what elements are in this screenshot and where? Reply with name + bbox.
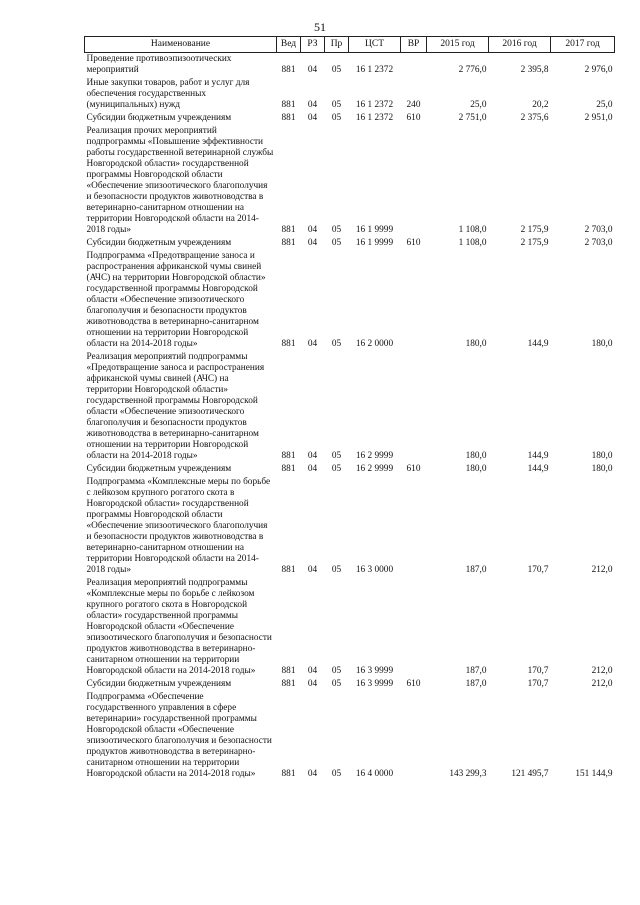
cell-y2015: 1 108,0 bbox=[458, 238, 487, 248]
cell-y2015: 1 108,0 bbox=[458, 225, 487, 235]
cell-y2015: 187,0 bbox=[465, 565, 487, 575]
cell-y2016: 144,9 bbox=[527, 451, 549, 461]
cell-vr: 610 bbox=[406, 679, 421, 689]
table-row bbox=[85, 77, 615, 112]
cell-y2016: 144,9 bbox=[527, 339, 549, 349]
cell-rz: 04 bbox=[307, 238, 318, 248]
cell-rz: 04 bbox=[307, 464, 318, 474]
cell-name: Подпрограмма «Предотвращение заноса и распространения африканской чумы свиней (АЧС) на территории Новгородской области» государственной программы Новгородской области «Обеспечение эпизоотического благополучия и безопасности продуктов животноводства в ветеринарно-санитарном отношении на территории Новгородской области на 2014-2018 годы» bbox=[86, 251, 266, 349]
cell-name: Субсидии бюджетным учреждениям bbox=[86, 238, 232, 248]
cell-pr: 05 bbox=[331, 679, 342, 689]
cell-y2017: 212,0 bbox=[591, 565, 613, 575]
cell-cst: 16 2 9999 bbox=[355, 451, 394, 461]
cell-name: Проведение противоэпизоотических мероприятий bbox=[86, 54, 232, 75]
cell-cst: 16 1 9999 bbox=[355, 225, 394, 235]
cell-ved: 881 bbox=[281, 464, 296, 474]
cell-name: Иные закупки товаров, работ и услуг для обеспечения государственных (муниципальных) нужд bbox=[86, 78, 250, 110]
column-header-rz: РЗ bbox=[301, 37, 325, 53]
cell-y2015: 180,0 bbox=[465, 339, 487, 349]
page-number: 51 bbox=[314, 20, 326, 34]
cell-pr: 05 bbox=[331, 565, 342, 575]
cell-y2017: 2 703,0 bbox=[584, 225, 613, 235]
cell-y2015: 2 776,0 bbox=[458, 65, 487, 75]
cell-rz: 04 bbox=[307, 565, 318, 575]
cell-cst: 16 4 0000 bbox=[355, 769, 394, 779]
cell-cst: 16 1 2372 bbox=[355, 113, 394, 123]
cell-ved: 881 bbox=[281, 565, 296, 575]
table-body bbox=[85, 53, 615, 782]
cell-pr: 05 bbox=[331, 65, 342, 75]
cell-vr: 610 bbox=[406, 238, 421, 248]
cell-y2017: 2 703,0 bbox=[584, 238, 613, 248]
cell-rz: 04 bbox=[307, 451, 318, 461]
cell-pr: 05 bbox=[331, 225, 342, 235]
cell-pr: 05 bbox=[331, 339, 342, 349]
cell-vr bbox=[401, 125, 427, 237]
cell-rz: 04 bbox=[307, 769, 318, 779]
cell-y2017: 212,0 bbox=[591, 679, 613, 689]
cell-rz: 04 bbox=[307, 100, 318, 110]
cell-pr: 05 bbox=[331, 666, 342, 676]
cell-y2017: 212,0 bbox=[591, 666, 613, 676]
cell-ved: 881 bbox=[281, 451, 296, 461]
cell-ved: 881 bbox=[281, 100, 296, 110]
cell-rz: 04 bbox=[307, 666, 318, 676]
cell-y2015: 187,0 bbox=[465, 666, 487, 676]
cell-y2015: 180,0 bbox=[465, 451, 487, 461]
cell-pr: 05 bbox=[331, 113, 342, 123]
column-header-vr: ВР bbox=[401, 37, 427, 53]
cell-name: Реализация мероприятий подпрограммы «Комплексные меры по борьбе с лейкозом крупного рогатого скота в Новгородской области» государственной программы Новгородской области «Обеспечение эпизоотического благополучия и безопасности продуктов животноводства в ветеринарно-санитарном отношении на территории Новгородской области на 2014-2018 годы» bbox=[86, 578, 272, 676]
table-header-row bbox=[85, 37, 615, 53]
cell-cst: 16 3 9999 bbox=[355, 666, 394, 676]
cell-y2016: 2 375,6 bbox=[520, 113, 549, 123]
cell-cst: 16 3 0000 bbox=[355, 565, 394, 575]
table-row bbox=[85, 250, 615, 351]
cell-vr: 610 bbox=[406, 113, 421, 123]
table-row bbox=[85, 53, 615, 78]
cell-y2017: 180,0 bbox=[591, 451, 613, 461]
cell-y2017: 180,0 bbox=[591, 339, 613, 349]
cell-rz: 04 bbox=[307, 339, 318, 349]
table-row bbox=[85, 125, 615, 237]
cell-pr: 05 bbox=[331, 238, 342, 248]
table-row bbox=[85, 577, 615, 678]
cell-y2017: 2 951,0 bbox=[584, 113, 613, 123]
cell-pr: 05 bbox=[331, 769, 342, 779]
cell-pr: 05 bbox=[331, 100, 342, 110]
cell-y2015: 25,0 bbox=[470, 100, 487, 110]
cell-vr: 240 bbox=[406, 100, 421, 110]
cell-ved: 881 bbox=[281, 65, 296, 75]
cell-y2015: 143 299,3 bbox=[449, 769, 487, 779]
cell-vr bbox=[401, 691, 427, 781]
cell-ved: 881 bbox=[281, 238, 296, 248]
cell-y2015: 2 751,0 bbox=[458, 113, 487, 123]
table-row bbox=[85, 691, 615, 781]
column-header-2015: 2015 год bbox=[427, 37, 489, 53]
cell-ved: 881 bbox=[281, 339, 296, 349]
table-row bbox=[85, 112, 615, 125]
cell-y2016: 2 395,8 bbox=[520, 65, 549, 75]
column-header-ved: Вед bbox=[277, 37, 301, 53]
column-header-2016: 2016 год bbox=[489, 37, 551, 53]
cell-ved: 881 bbox=[281, 666, 296, 676]
table-row bbox=[85, 237, 615, 250]
cell-name: Подпрограмма «Обеспечение государственного управления в сфере ветеринарии» государственной программы Новгородской области «Обеспечение эпизоотического благополучия и безопасности продуктов животноводства в ветеринарно-санитарном отношении на территории Новгородской области на 2014-2018 годы» bbox=[86, 692, 272, 779]
cell-y2017: 180,0 bbox=[591, 464, 613, 474]
cell-pr: 05 bbox=[331, 464, 342, 474]
cell-y2016: 20,2 bbox=[532, 100, 549, 110]
cell-cst: 16 1 2372 bbox=[355, 65, 394, 75]
cell-rz: 04 bbox=[307, 113, 318, 123]
cell-vr bbox=[401, 250, 427, 351]
cell-name: Реализация мероприятий подпрограммы «Предотвращение заноса и распространения африканской чумы свиней (АЧС) на территории Новгородской области» государственной программы Новгородской области «Обеспечение эпизоотического благополучия и безопасности продуктов животноводства в ветеринарно-санитарном отношении на территории Новгородской области на 2014-2018 годы» bbox=[86, 352, 265, 461]
table-row bbox=[85, 678, 615, 691]
cell-name: Субсидии бюджетным учреждениям bbox=[86, 113, 232, 123]
cell-cst: 16 1 9999 bbox=[355, 238, 394, 248]
cell-vr bbox=[401, 577, 427, 678]
cell-y2016: 121 495,7 bbox=[511, 769, 549, 779]
cell-cst: 16 2 0000 bbox=[355, 339, 394, 349]
cell-vr bbox=[401, 351, 427, 463]
table-row bbox=[85, 463, 615, 476]
column-header-cst: ЦСТ bbox=[349, 37, 401, 53]
cell-name: Субсидии бюджетным учреждениям bbox=[86, 679, 232, 689]
cell-cst: 16 1 2372 bbox=[355, 100, 394, 110]
cell-y2016: 144,9 bbox=[527, 464, 549, 474]
cell-y2016: 2 175,9 bbox=[520, 225, 549, 235]
budget-table bbox=[84, 36, 615, 781]
cell-y2017: 151 144,9 bbox=[575, 769, 613, 779]
column-header-name: Наименование bbox=[85, 37, 277, 53]
cell-cst: 16 2 9999 bbox=[355, 464, 394, 474]
cell-y2015: 187,0 bbox=[465, 679, 487, 689]
cell-name: Субсидии бюджетным учреждениям bbox=[86, 464, 232, 474]
cell-y2017: 2 976,0 bbox=[584, 65, 613, 75]
cell-rz: 04 bbox=[307, 65, 318, 75]
cell-pr: 05 bbox=[331, 451, 342, 461]
column-header-pr: Пр bbox=[325, 37, 349, 53]
cell-ved: 881 bbox=[281, 113, 296, 123]
cell-y2016: 170,7 bbox=[527, 565, 549, 575]
cell-vr: 610 bbox=[406, 464, 421, 474]
cell-y2016: 2 175,9 bbox=[520, 238, 549, 248]
table-row bbox=[85, 351, 615, 463]
cell-rz: 04 bbox=[307, 679, 318, 689]
cell-name: Подпрограмма «Комплексные меры по борьбе с лейкозом крупного рогатого скота в Новгородской области» государственной программы Новгородской области «Обеспечение эпизоотического благополучия и безопасности продуктов животноводства в ветеринарно-санитарном отношении на территории Новгородской области на 2014-2018 годы» bbox=[86, 477, 271, 575]
cell-vr bbox=[401, 476, 427, 577]
cell-y2017: 25,0 bbox=[596, 100, 613, 110]
cell-ved: 881 bbox=[281, 769, 296, 779]
cell-cst: 16 3 9999 bbox=[355, 679, 394, 689]
cell-y2015: 180,0 bbox=[465, 464, 487, 474]
cell-y2016: 170,7 bbox=[527, 666, 549, 676]
table-row bbox=[85, 476, 615, 577]
cell-ved: 881 bbox=[281, 679, 296, 689]
cell-vr bbox=[401, 53, 427, 78]
cell-y2016: 170,7 bbox=[527, 679, 549, 689]
cell-rz: 04 bbox=[307, 225, 318, 235]
column-header-2017: 2017 год bbox=[551, 37, 615, 53]
cell-ved: 881 bbox=[281, 225, 296, 235]
cell-name: Реализация прочих мероприятий подпрограммы «Повышение эффективности работы государственной ветеринарной службы Новгородской области» государственной программы Новгородской области «Обеспечение эпизоотического благополучия и безопасности продуктов животноводства в ветеринарно-санитарном отношении на территории Новгородской области на 2014-2018 годы» bbox=[86, 126, 274, 235]
